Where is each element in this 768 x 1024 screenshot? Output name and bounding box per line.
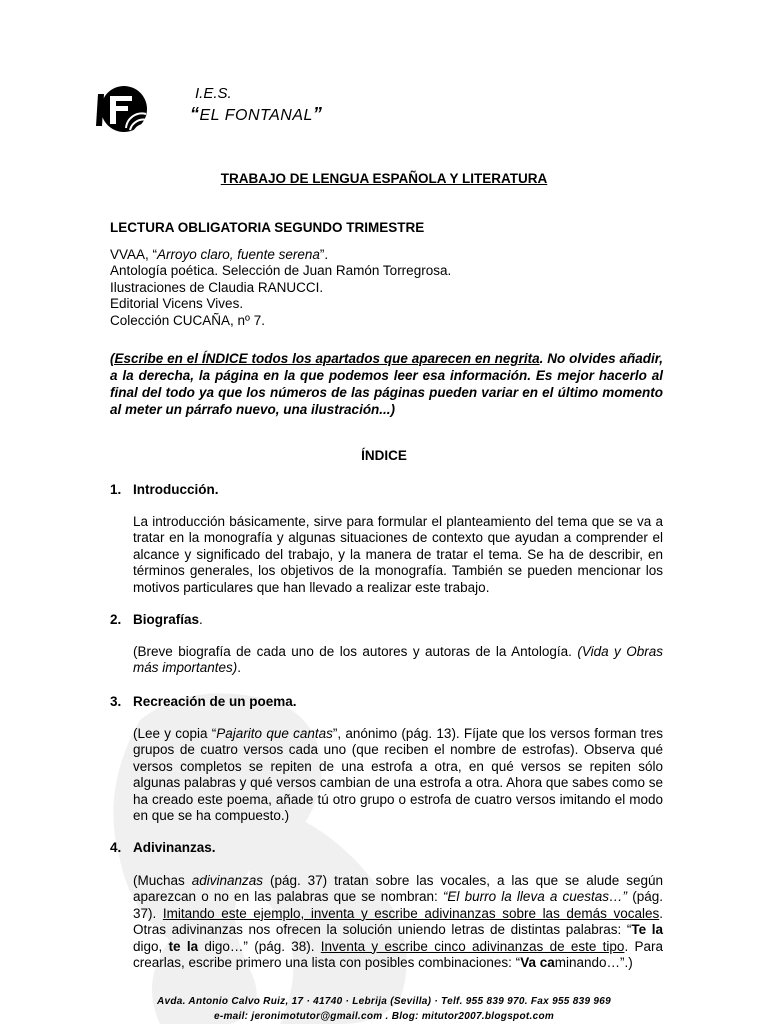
item-number: 4. (110, 840, 122, 855)
item-heading: Adivinanzas. (133, 840, 216, 855)
document-title: TRABAJO DE LENGUA ESPAÑOLA Y LITERATURA (220, 171, 548, 186)
school-abbreviation: I.E.S. (195, 85, 232, 102)
footer-address: Avda. Antonio Calvo Ruiz, 17 · 41740 · Lebrija (Sevilla) · Telf. 955 839 970. Fax 955 839 969 (156, 996, 611, 1007)
footer-contact: e-mail: jeronimotutor@gmail.com . Blog: mitutor2007.blogspot.com (213, 1011, 555, 1022)
index-item-4 (110, 840, 216, 855)
book-line-anthology: Antología poética. Selección de Juan Ramón Torregrosa. (110, 263, 452, 279)
item-4-t5: (pág. 37). (133, 889, 663, 921)
item-4-text (133, 873, 663, 971)
item-number: 1. (110, 482, 122, 497)
item-4-t4: “El burro la lleva a cuestas…” (442, 889, 628, 905)
section-heading: LECTURA OBLIGATORIA SEGUNDO TRIMESTRE (110, 220, 425, 235)
item-heading: Introducción. (133, 482, 219, 497)
school-name-text: EL FONTANAL (199, 107, 313, 124)
item-4-t9: digo, (133, 938, 169, 954)
book-title-prefix: VVAA, “ (110, 247, 158, 262)
item-4-t6: Imitando este ejemplo, inventa y escribe adivinanzas sobre las demás vocales (162, 905, 660, 921)
note-rest: . No olvides añadir, a la derecha, la página en la que podemos leer esa información. Es mejor hacerlo al final del todo ya que los números de las páginas pueden variar en el último momento al meter un párrafo nuevo, una ilustración...) (110, 351, 663, 417)
item-heading: Recreación de un poema. (133, 694, 297, 709)
school-name (190, 104, 322, 125)
instructions-note (110, 350, 663, 418)
item-1-text: La introducción básicamente, sirve para formular el planteamiento del tema que se va a tratar en la monografía y algunas situaciones de contexto que ayudan a comprender el alcance y significado del trabajo, y la manera de tratar el tema. Se ha de describir, en términos generales, los objetivos de la monografía. También se pueden mencionar los motivos particulares que han llevado a realizar este trabajo. (133, 514, 663, 595)
close-quote: ” (312, 104, 323, 124)
item-number: 2. (110, 612, 122, 627)
item-4-t8: Te la (631, 922, 664, 938)
item-3-text-b: Pajarito que cantas (216, 726, 333, 741)
item-number: 3. (110, 694, 122, 709)
item-4-t3: (pág. 37) tratan sobre las vocales, a las que se alude según aparezcan o no en las palabras que se nombran: (133, 873, 663, 905)
item-4-t1: (Muchas (133, 873, 192, 888)
open-quote: “ (190, 104, 200, 124)
school-logo (96, 84, 150, 134)
item-4-t11: digo…” (pág. 38). (198, 938, 321, 954)
index-title: ÍNDICE (361, 448, 407, 463)
index-item-1 (110, 482, 219, 497)
item-4-t14: Va ca (520, 955, 555, 971)
item-2-text-c: . (237, 660, 242, 676)
note-underlined: (Escribe en el ÍNDICE todos los apartados que aparecen en negrita (110, 351, 540, 366)
item-2-text-b: (Vida y Obras más importantes) (133, 644, 663, 676)
book-line-title (110, 247, 451, 263)
item-4-t12: Inventa y escribe cinco adivinanzas de este tipo (320, 938, 625, 954)
book-details (110, 247, 451, 329)
index-item-3 (110, 694, 297, 709)
item-heading: Biografías (133, 612, 200, 627)
book-title-suffix: ”. (319, 247, 329, 262)
item-3-text-c: ”, anónimo (pág. 13). Fíjate que los versos forman tres grupos de cuatro versos cada uno (que reciben el nombre de estrofas). Observa qué versos completos se repiten de una estrofa a otra, en qué versos se repiten sólo algunas palabras y qué versos cambian de una estrofa a otra. Ahora que sabes como se ha creado este poema, añade tú otro grupo o estrofa de cuatro versos imitando el modo en que se ha compuesto.) (133, 726, 664, 824)
book-line-collection: Colección CUCAÑA, nº 7. (110, 312, 265, 328)
book-title: Arroyo claro, fuente serena (157, 247, 320, 262)
item-4-t10: te la (168, 938, 199, 954)
item-4-t2: adivinanzas (191, 873, 264, 888)
index-item-2 (110, 612, 203, 627)
book-line-publisher: Editorial Vicens Vives. (110, 296, 244, 312)
item-4-t15: minando…”.) (554, 955, 633, 971)
item-4-t7: . Otras adivinanzas nos ofrecen la solución uniendo letras de distintas palabras: “ (133, 905, 664, 938)
item-3-text-a: (Lee y copia “ (133, 726, 217, 741)
item-3-text (133, 726, 663, 824)
item-heading-suffix: . (199, 612, 203, 627)
item-2-text (133, 644, 663, 677)
item-2-text-a: (Breve biografía de cada uno de los autores y autoras de la Antología. (133, 644, 578, 659)
item-4-t13: . Para crearlas, escribe primero una lista con posibles combinaciones: “ (133, 938, 663, 971)
book-line-illustrations: Ilustraciones de Claudia RANUCCI. (110, 279, 324, 295)
